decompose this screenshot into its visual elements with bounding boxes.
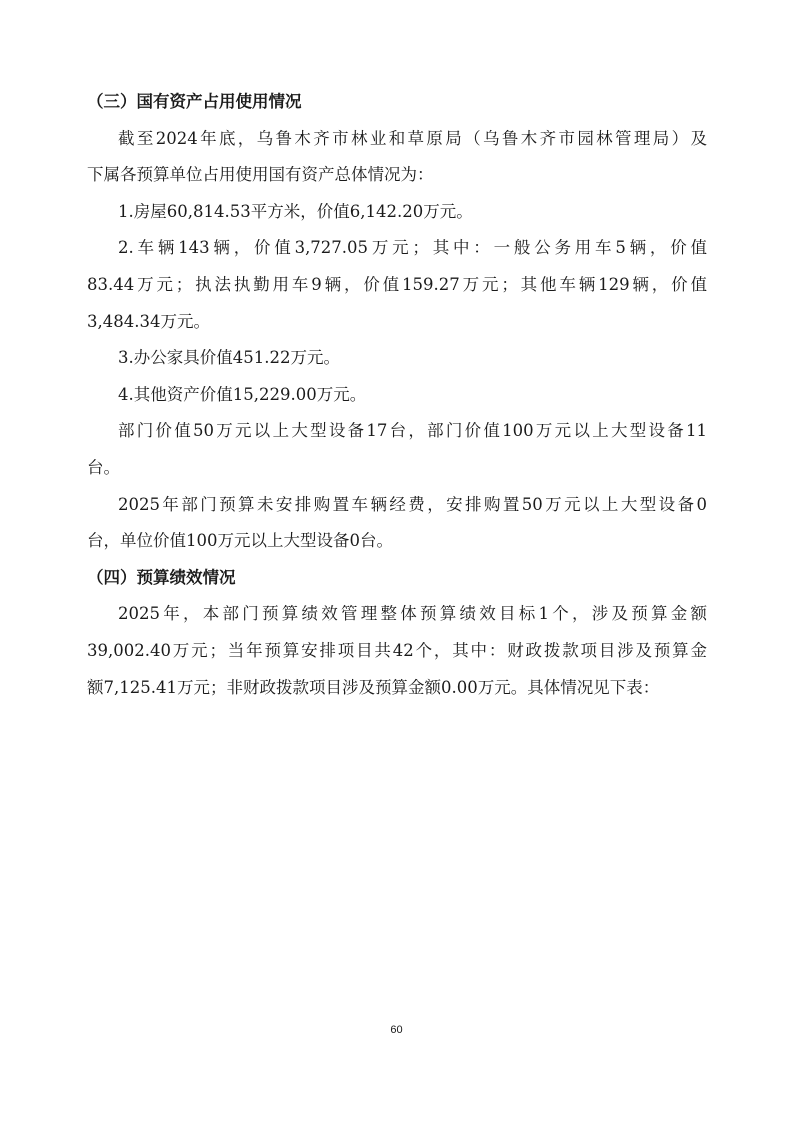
paragraph-intro-line-1: 截至2024年底，乌鲁木齐市林业和草原局（乌鲁木齐市园林管理局）及	[118, 128, 707, 148]
item-vehicles-line-1: 2.车辆143辆，价值3,727.05万元；其中：一般公务用车5辆，价值	[118, 238, 707, 258]
page-content	[87, 84, 707, 706]
item-furniture: 3.办公家具价值451.22万元。	[118, 348, 340, 368]
paragraph-performance-line-1: 2025年，本部门预算绩效管理整体预算绩效目标1个，涉及预算金额	[118, 604, 707, 624]
section-heading-state-assets: （三）国有资产占用使用情况	[87, 92, 302, 111]
page-number: 60	[390, 1024, 403, 1036]
paragraph-equipment-line-2: 台。	[87, 457, 120, 477]
paragraph-plan-2025-line-1: 2025年部门预算未安排购置车辆经费，安排购置50万元以上大型设备0	[118, 494, 707, 514]
paragraph-intro-line-2: 下属各预算单位占用使用国有资产总体情况为：	[87, 165, 434, 185]
paragraph-plan-2025-line-2: 台，单位价值100万元以上大型设备0台。	[87, 531, 393, 551]
item-vehicles-line-3: 3,484.34万元。	[87, 311, 210, 331]
item-vehicles-line-2: 83.44万元；执法执勤用车9辆，价值159.27万元；其他车辆129辆，价值	[87, 274, 707, 294]
item-buildings: 1.房屋60,814.53平方米，价值6,142.20万元。	[118, 201, 473, 221]
paragraph-equipment-line-1: 部门价值50万元以上大型设备17台，部门价值100万元以上大型设备11	[118, 421, 707, 441]
paragraph-performance-line-2: 39,002.40万元；当年预算安排项目共42个，其中：财政拨款项目涉及预算金	[87, 640, 707, 660]
item-other-assets: 4.其他资产价值15,229.00万元。	[118, 384, 367, 404]
section-heading-performance: （四）预算绩效情况	[87, 567, 236, 587]
paragraph-performance-line-3: 额7,125.41万元；非财政拨款项目涉及预算金额0.00万元。具体情况见下表：	[87, 677, 660, 697]
